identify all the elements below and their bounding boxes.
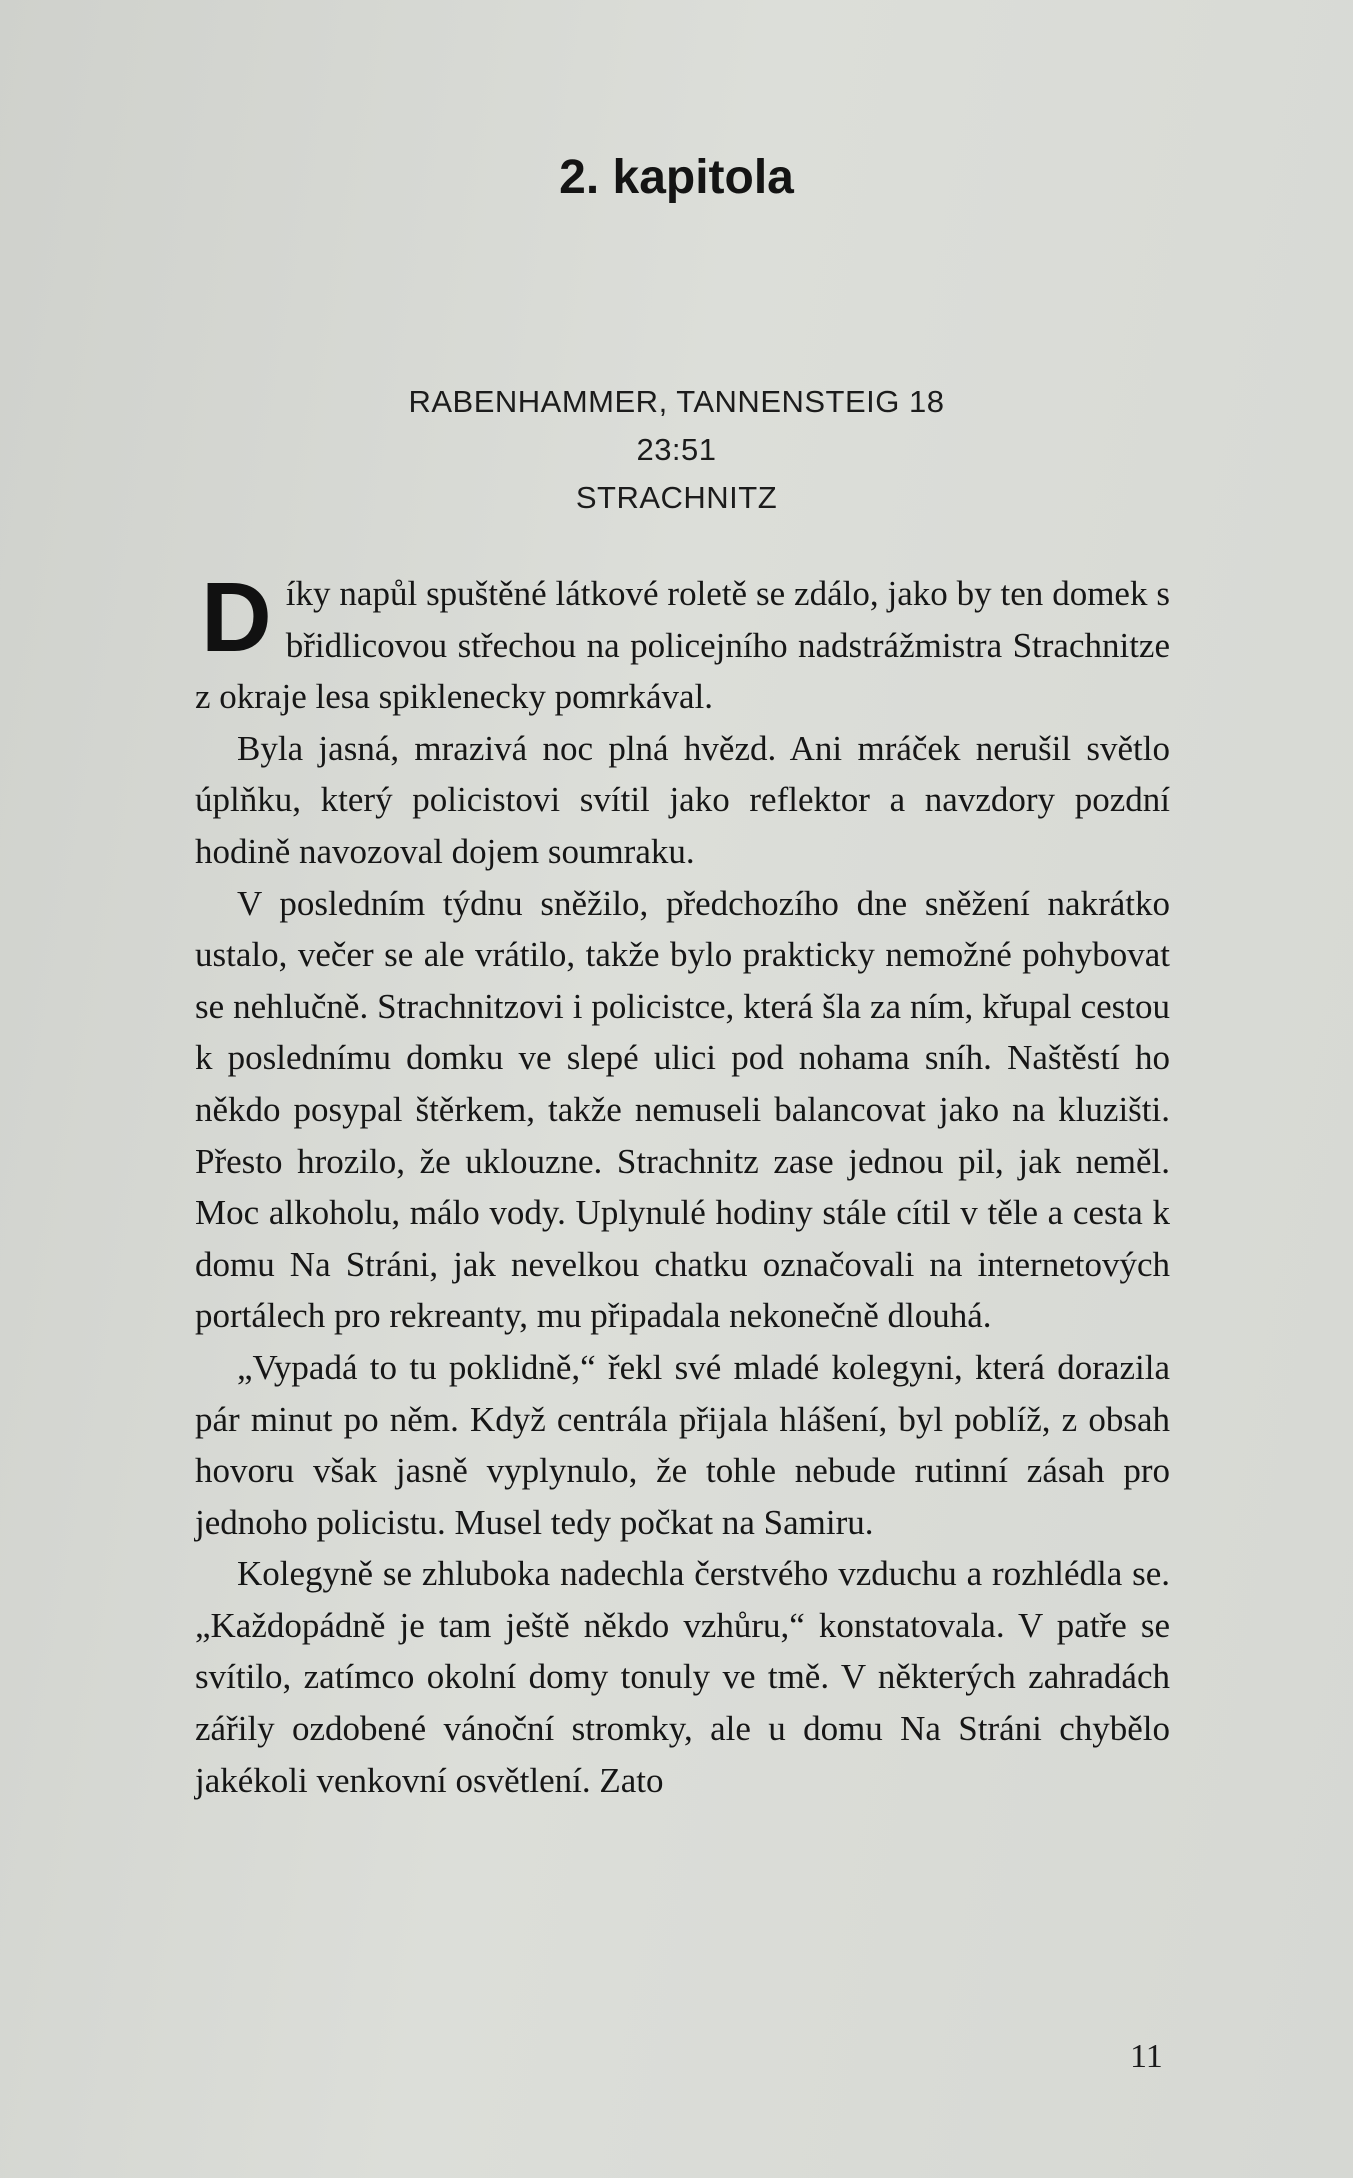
paragraph: „Vypadá to tu poklidně,“ řekl své mladé kolegyni, která dorazila pár minut po něm. Když centrála přijala hlášení, byl poblíž, z obsah hovoru však jasně vyplynulo, že tohle nebude rutinní zásah pro jednoho policistu. Musel tedy počkat na Samiru. — [195, 1347, 1170, 1542]
paragraph: Kolegyně se zhluboka nadechla čerstvého vzduchu a rozhlédla se. „Každopádně je tam ještě někdo vzhůru,“ konstatovala. V patře se svítilo, zatímco okolní domy tonuly ve tmě. V některých zahradách zářily ozdobené vánoční stromky, ale u domu Na Stráni chybělo jakékoli venkovní osvětlení. Zato — [195, 1554, 1170, 1800]
scene-location: RABENHAMMER, TANNENSTEIG 18 — [408, 384, 945, 419]
chapter-title: 2. kapitola — [559, 151, 794, 204]
page-number: 11 — [1130, 2038, 1163, 2075]
drop-cap: D — [201, 562, 272, 672]
paragraph — [195, 562, 1170, 723]
paragraph-text: íky napůl spuštěné látkové roletě se zdálo, jako by ten domek s břidlicovou střechou na policejního nadstrážmistra Strachnitze z okraje lesa spiklenecky pomrkával. — [195, 574, 1170, 717]
paragraph: V posledním týdnu sněžilo, předchozího dne sněžení nakrátko ustalo, večer se ale vrátilo, takže bylo prakticky nemožné pohybovat se nehlučně. Strachnitzovi i policistce, která šla za ním, křupal cestou k poslednímu domku ve slepé ulici pod nohama sníh. Naštěstí ho někdo posypal štěrkem, takže nemuseli balancovat jako na kluzišti. Přesto hrozilo, že uklouzne. Strachnitz zase jednou pil, jak neměl. Moc alkoholu, málo vody. Uplynulé hodiny stále cítil v těle a cesta k domu Na Stráni, jak nevelkou chatku označovali na internetových portálech pro rekreanty, mu připadala nekonečně dlouhá. — [195, 883, 1170, 1336]
scene-header — [0, 378, 1353, 522]
scene-character: STRACHNITZ — [575, 480, 778, 515]
body-text — [195, 562, 1170, 1806]
paragraph: Byla jasná, mrazivá noc plná hvězd. Ani mráček nerušil světlo úplňku, který policistovi svítil jako reflektor a navzdory pozdní hodině navozoval dojem soumraku. — [195, 728, 1170, 871]
scene-time: 23:51 — [636, 432, 717, 467]
